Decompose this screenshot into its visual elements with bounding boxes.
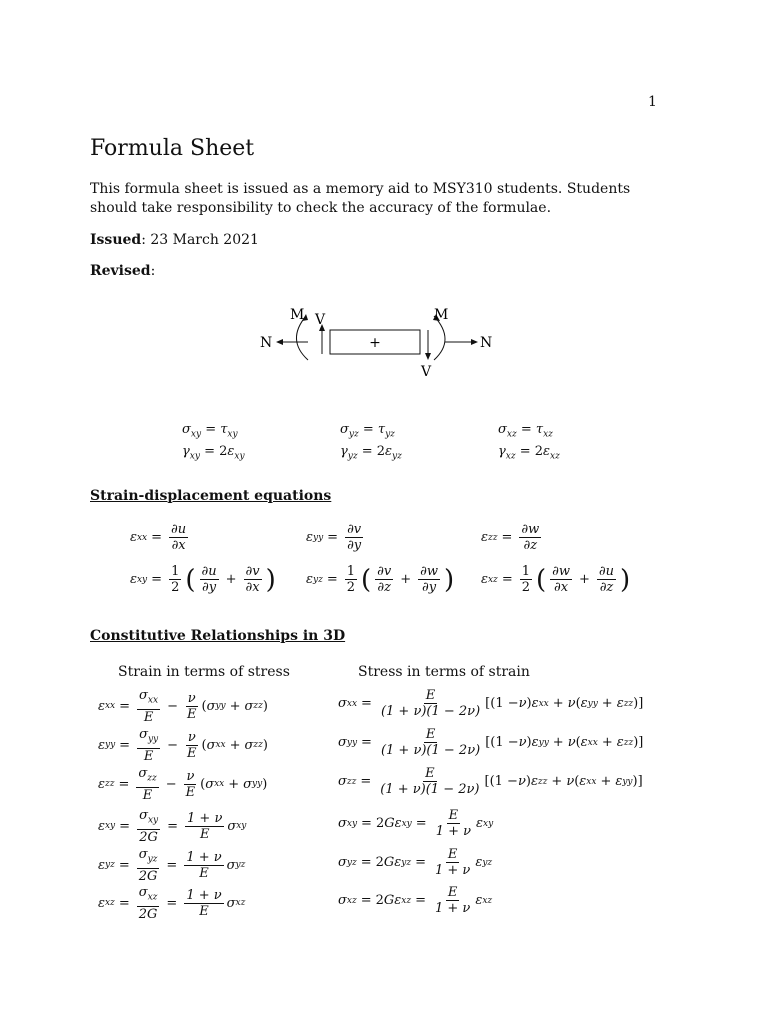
sigma-xz-eq: $\sigma_{xz} = \tau_{xz}$: [498, 422, 553, 440]
left-shear-label: V: [315, 312, 326, 328]
eps-yz-eq: ε yz = $\frac{1}{2}$ ( $\frac{\partial v}{\partial z}$ + $\frac{\partial w}{\partial y}$ ): [306, 564, 455, 595]
stress-in-terms-of-strain-header: Stress in terms of strain: [358, 664, 530, 680]
sigma-yz-strain-eq: σ yz = 2 Gε yz = $\frac{E}{1 + \nu}$ ε yz: [338, 847, 493, 878]
sigma-yy-strain-eq: σ yy = $\frac{E}{(1 + \nu)(1 - 2\nu)}$ [(1 − ν ) ε yy + ν ( ε xx + ε zz )]: [338, 727, 644, 758]
right-moment-label: M: [434, 307, 449, 323]
strain-in-terms-of-stress-header: Strain in terms of stress: [118, 664, 290, 680]
left-axial-arrowhead: [276, 339, 283, 345]
eps-yy-stress-eq: ε yy = $\frac{\sigma_{yy}}{E}$ − $\frac{\nu}{E}$ ( σ xx + σ zz ): [98, 727, 268, 764]
right-shear-arrowhead: [425, 353, 431, 360]
eps-xy-stress-eq: ε xy = $\frac{\sigma_{xy}}{2G}$ = $\frac{1 + \nu}{E}$ σ xy: [98, 808, 247, 845]
issued-line: [90, 232, 259, 248]
eps-xz-eq: ε xz = $\frac{1}{2}$ ( $\frac{\partial w}{\partial x}$ + $\frac{\partial u}{\partial z}$ ): [481, 564, 631, 595]
sigma-yz-eq: $\sigma_{yz} = \tau_{yz}$: [340, 422, 395, 440]
eps-xy-eq: ε xy = $\frac{1}{2}$ ( $\frac{\partial u}{\partial y}$ + $\frac{\partial v}{\partial x}$ ): [130, 564, 276, 595]
gamma-xy-eq: $\gamma_{xy} = 2\varepsilon_{xy}$: [182, 444, 245, 462]
page-title: Formula Sheet: [90, 136, 255, 161]
left-moment-label: M: [290, 307, 305, 323]
gamma-xz-eq: $\gamma_{xz} = 2\varepsilon_{xz}$: [498, 444, 560, 462]
right-axial-arrowhead: [471, 339, 478, 345]
section-strain-displacement: Strain-displacement equations: [90, 488, 332, 504]
sigma-zz-strain-eq: σ zz = $\frac{E}{(1 + \nu)(1 - 2\nu)}$ [(1 − ν ) ε zz + ν ( ε xx + ε yy )]: [338, 766, 643, 797]
eps-xz-stress-eq: ε xz = $\frac{\sigma_{xz}}{2G}$ = $\frac{1 + \nu}{E}$ σ xz: [98, 885, 246, 922]
sigma-xy-strain-eq: σ xy = 2 Gε xy = $\frac{E}{1 + \nu}$ ε xy: [338, 808, 494, 839]
issued-label: Issued: [90, 232, 142, 248]
left-axial-label: N: [260, 335, 273, 351]
sigma-xz-strain-eq: σ xz = 2 Gε xz = $\frac{E}{1 + \nu}$ ε xz: [338, 885, 493, 916]
eps-yz-stress-eq: ε yz = $\frac{\sigma_{yz}}{2G}$ = $\frac{1 + \nu}{E}$ σ yz: [98, 847, 246, 884]
revised-label: Revised: [90, 263, 151, 279]
beam-plus-sign: +: [369, 335, 381, 351]
right-shear-label: V: [421, 364, 432, 380]
eps-xx-eq: ε xx = $\frac{\partial u}{\partial x}$: [130, 522, 187, 553]
gamma-yz-eq: $\gamma_{yz} = 2\varepsilon_{yz}$: [340, 444, 402, 462]
right-axial-label: N: [480, 335, 493, 351]
eps-zz-eq: ε zz = $\frac{\partial w}{\partial z}$: [481, 522, 540, 553]
sigma-xx-strain-eq: σ xx = $\frac{E}{(1 + \nu)(1 - 2\nu)}$ [(1 − ν ) ε xx + ν ( ε yy + ε zz )]: [338, 688, 644, 719]
revised-line: [90, 263, 155, 279]
page-number: 1: [648, 94, 657, 110]
eps-zz-stress-eq: ε zz = $\frac{\sigma_{zz}}{E}$ − $\frac{\nu}{E}$ ( σ xx + σ yy ): [98, 766, 268, 803]
eps-xx-stress-eq: ε xx = $\frac{\sigma_{xx}}{E}$ − $\frac{\nu}{E}$ ( σ yy + σ zz ): [98, 688, 268, 725]
intro-paragraph: This formula sheet is issued as a memory aid to MSY310 students. Students should take responsibility to check the accuracy of the formulae.: [90, 181, 631, 216]
sigma-xy-eq: $\sigma_{xy} = \tau_{xy}$: [182, 422, 238, 440]
section-constitutive: Constitutive Relationships in 3D: [90, 628, 346, 644]
issued-date: : 23 March 2021: [141, 232, 259, 248]
sign-convention-diagram: [250, 300, 510, 380]
eps-yy-eq: ε yy = $\frac{\partial v}{\partial y}$: [306, 522, 362, 553]
revised-value: :: [150, 263, 156, 279]
